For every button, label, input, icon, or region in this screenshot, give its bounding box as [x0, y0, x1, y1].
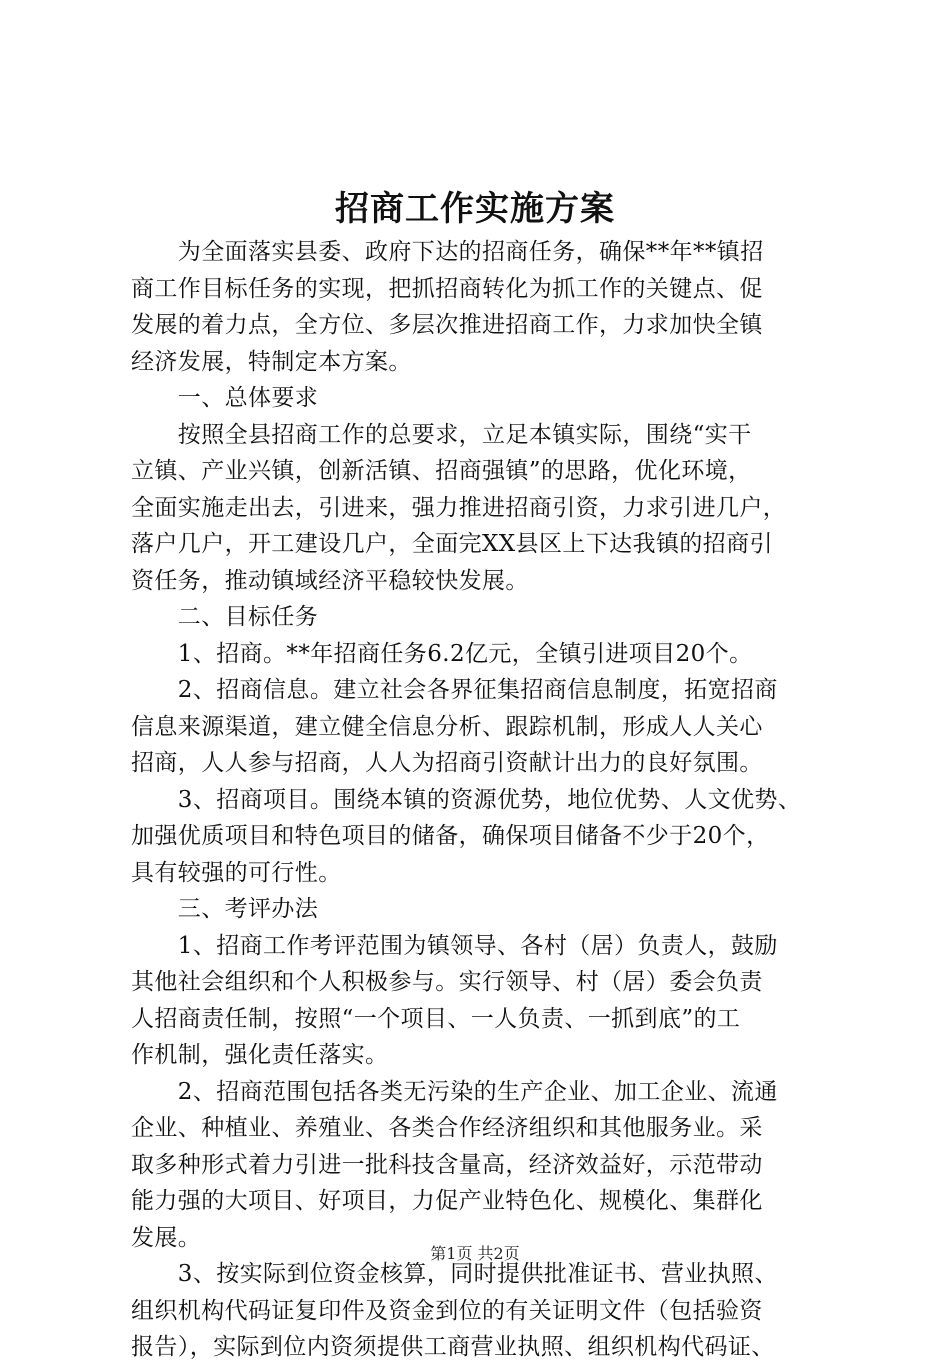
- page-number: 第1页 共2页: [430, 1244, 520, 1263]
- body-line: 3、招商项目。围绕本镇的资源优势，地位优势、人文优势、: [131, 786, 802, 813]
- body-line: 加强优质项目和特色项目的储备，确保项目储备不少于20个，: [131, 823, 770, 849]
- body-line: 立镇、产业兴镇，创新活镇、招商强镇”的思路，优化环境，: [131, 458, 752, 484]
- document-title: 招商工作实施方案: [335, 189, 615, 229]
- body-line: 2、招商信息。建立社会各界征集招商信息制度，拓宽招商: [131, 677, 778, 703]
- section-heading: 二、目标任务: [131, 604, 319, 630]
- body-line: 能力强的大项目、好项目，力促产业特色化、规模化、集群化: [131, 1188, 763, 1214]
- body-line: 组织机构代码证复印件及资金到位的有关证明文件（包括验资: [131, 1297, 763, 1324]
- body-line: 取多种形式着力引进一批科技含量高，经济效益好，示范带动: [131, 1151, 763, 1178]
- body-line: 招商，人人参与招商，人人为招商引资献计出力的良好氛围。: [131, 750, 763, 776]
- body-line: 企业、种植业、养殖业、各类合作经济组织和其他服务业。采: [131, 1115, 763, 1141]
- body-line: 1、招商工作考评范围为镇领导、各村（居）负责人，鼓励: [131, 932, 778, 959]
- body-line: 发展的着力点，全方位、多层次推进招商工作，力求加快全镇: [131, 312, 763, 338]
- body-line: 具有较强的可行性。: [131, 859, 342, 886]
- body-line: 为全面落实县委、政府下达的招商任务，确保**年**镇招: [131, 239, 764, 265]
- body-line: 信息来源渠道，建立健全信息分析、跟踪机制，形成人人关心: [131, 713, 763, 740]
- section-heading: 一、总体要求: [131, 385, 319, 411]
- body-line: 作机制，强化责任落实。: [131, 1042, 389, 1068]
- body-line: 商工作目标任务的实现，把抓招商转化为抓工作的关键点、促: [131, 275, 763, 302]
- body-line: 按照全县招商工作的总要求，立足本镇实际，围绕“实干: [131, 421, 752, 448]
- body-line: 落户几户，开工建设几户，全面完XX县区上下达我镇的招商引: [131, 531, 773, 557]
- body-line: 其他社会组织和个人积极参与。实行领导、村（居）委会负责: [131, 969, 763, 995]
- section-heading: 三、考评办法: [131, 896, 319, 922]
- body-line: 人招商责任制，按照“一个项目、一人负责、一抓到底”的工: [131, 1005, 741, 1032]
- body-line: 发展。: [131, 1224, 202, 1251]
- body-line: 报告），实际到位内资须提供工商营业执照、组织机构代码证、: [131, 1334, 775, 1360]
- body-line: 全面实施走出去，引进来，强力推进招商引资，力求引进几户，: [131, 494, 787, 521]
- body-line: 资任务，推动镇域经济平稳较快发展。: [131, 567, 529, 594]
- body-line: 3、按实际到位资金核算，同时提供批准证书、营业执照、: [131, 1261, 778, 1287]
- document-body: [131, 234, 851, 1366]
- body-line: 2、招商范围包括各类无污染的生产企业、加工企业、流通: [131, 1078, 778, 1105]
- body-line: 1、招商。**年招商任务6.2亿元，全镇引进项目20个。: [131, 640, 753, 667]
- body-line: 经济发展，特制定本方案。: [131, 348, 412, 375]
